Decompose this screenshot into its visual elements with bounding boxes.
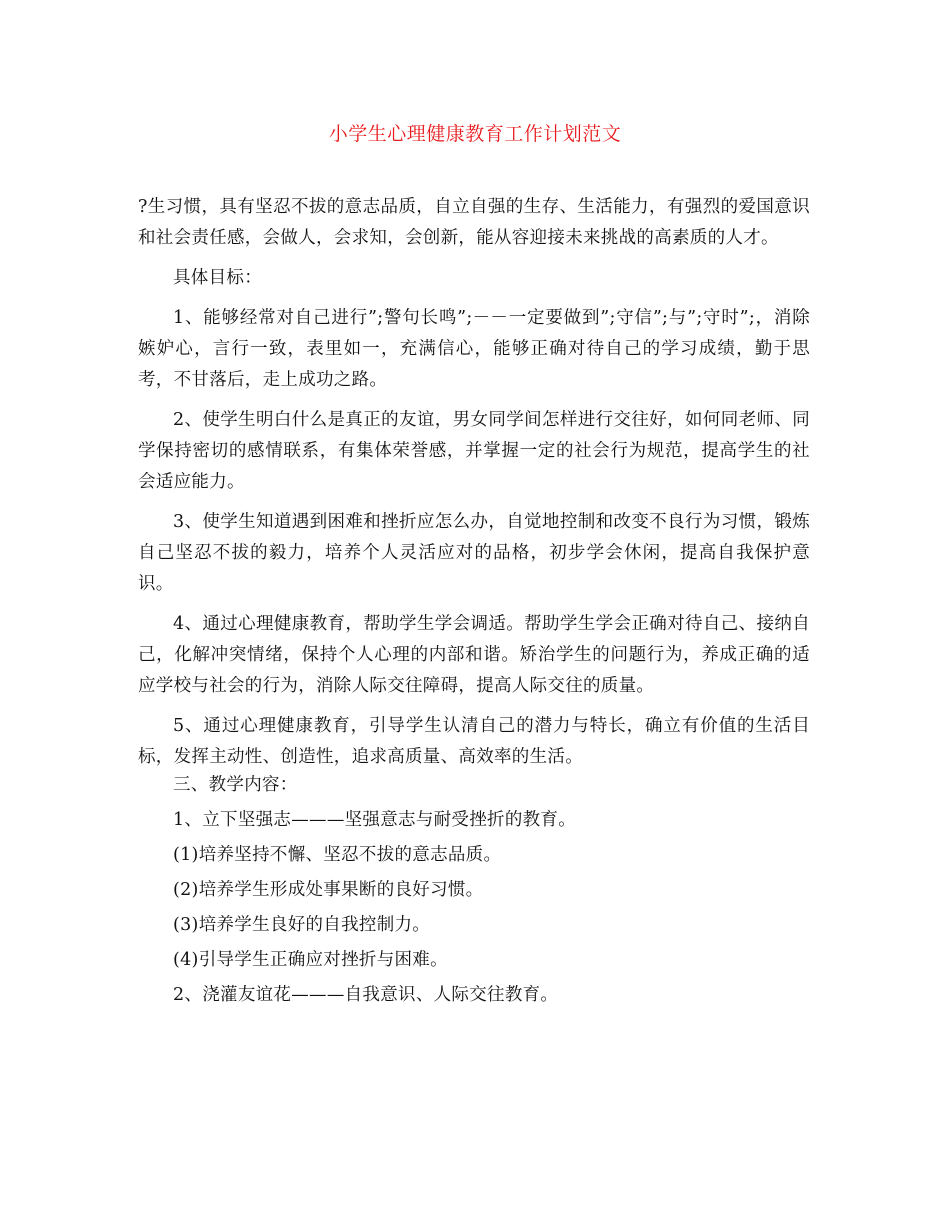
paragraph-goal-4: 4、通过心理健康教育，帮助学生学会调适。帮助学生学会正确对待自己、接纳自己，化解冲突情绪，保持个人心理的内部和谐。矫治学生的问题行为，养成正确的适应学校与社会的行为，消除人际交往障碍，提高人际交往的质量。 — [138, 614, 810, 696]
paragraph-goal-3: 3、使学生知道遇到困难和挫折应怎么办，自觉地控制和改变不良行为习惯，锻炼自己坚忍不拔的毅力，培养个人灵活应对的品格，初步学会休闲，提高自我保护意识。 — [138, 512, 810, 594]
paragraph-specific-goals: 具体目标： — [173, 268, 262, 288]
list-item: (3)培养学生良好的自我控制力。 — [173, 915, 431, 935]
list-item: 1、立下坚强志———坚强意志与耐受挫折的教育。 — [173, 810, 577, 830]
list-item: 2、浇灌友谊花———自我意识、人际交往教育。 — [173, 985, 559, 1005]
list-item: (1)培养坚持不懈、坚忍不拔的意志品质。 — [173, 845, 502, 865]
section-heading-teaching-content: 三、教学内容： — [173, 775, 298, 795]
paragraph-goal-2: 2、使学生明白什么是真正的友谊，男女同学间怎样进行交往好，如何同老师、同学保持密切的感情联系，有集体荣誉感，并掌握一定的社会行为规范，提高学生的社会适应能力。 — [138, 410, 810, 492]
document-body — [138, 192, 810, 1008]
list-item: (4)引导学生正确应对挫折与困难。 — [173, 950, 448, 970]
paragraph-goal-5: 5、通过心理健康教育，引导学生认清自己的潜力与特长，确立有价值的生活目标，发挥主动性、创造性，追求高质量、高效率的生活。 — [138, 716, 810, 767]
paragraph-intro: ?生习惯，具有坚忍不拔的意志品质，自立自强的生存、生活能力，有强烈的爱国意识和社会责任感，会做人，会求知，会创新，能从容迎接未来挑战的高素质的人才。 — [138, 197, 810, 248]
document-title: 小学生心理健康教育工作计划范文 — [328, 123, 622, 145]
list-item: (2)培养学生形成处事果断的良好习惯。 — [173, 880, 484, 900]
paragraph-goal-1: 1、能够经常对自己进行”;警句长鸣”;－－一定要做到”;守信”;与”;守时”;，消除嫉妒心，言行一致，表里如一，充满信心，能够正确对待自己的学习成绩，勤于思考，不甘落后，走上成功之路。 — [138, 308, 810, 390]
